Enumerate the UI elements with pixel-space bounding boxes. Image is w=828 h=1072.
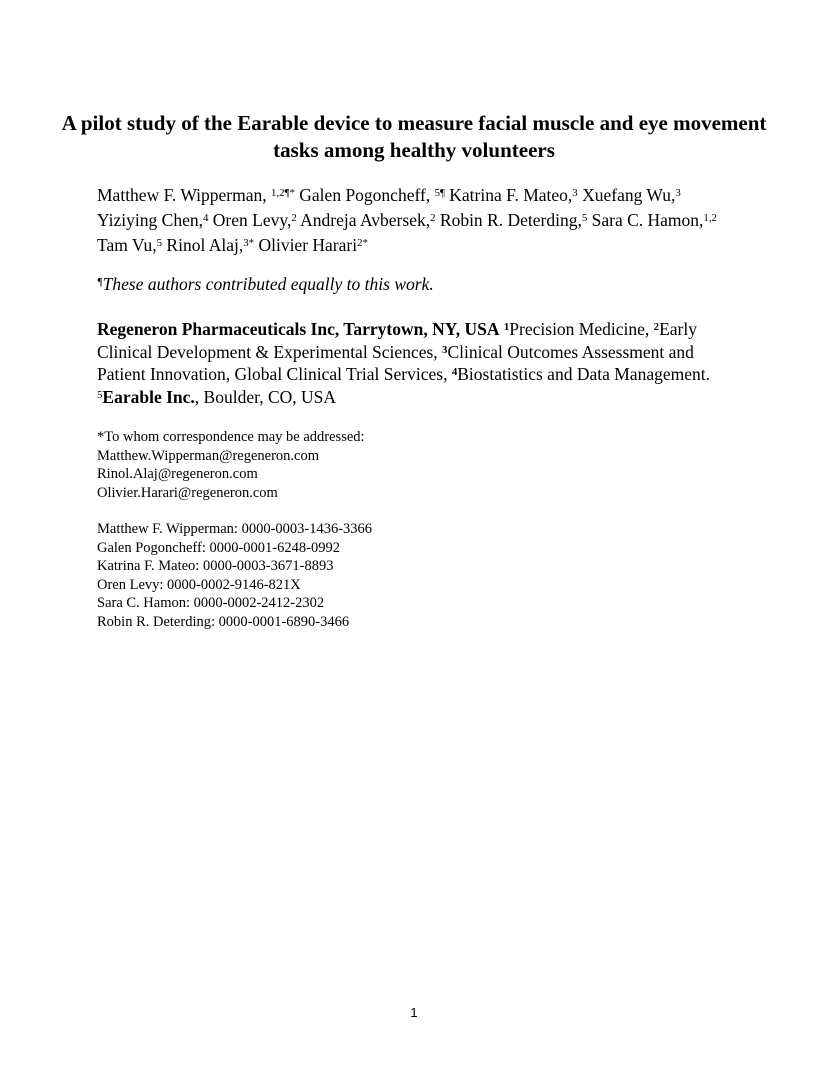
author: Xuefang Wu,$^3$ (582, 185, 681, 205)
equal-contribution-note: ¶These authors contributed equally to this work. (97, 274, 434, 294)
author: Matthew F. Wipperman, $^{1,2\P*}$ (97, 185, 295, 205)
author: Oren Levy,$^2$ (212, 210, 297, 230)
author-list (97, 183, 737, 258)
email-link[interactable]: Olivier.Harari@regeneron.com (97, 484, 278, 501)
author: Tam Vu,$^5$ (97, 235, 163, 255)
author: Yiziying Chen,$^4$ (97, 210, 209, 230)
correspondence-label: *To whom correspondence may be addressed: (97, 429, 365, 445)
orcid-list (97, 520, 372, 631)
author: Olivier Harari$^{2*}$ (258, 235, 368, 255)
author: Sara C. Hamon,$^{1,2}$ (591, 210, 717, 230)
email-link[interactable]: Matthew.Wipperman@regeneron.com (97, 447, 319, 464)
correspondence-block (97, 428, 365, 502)
affiliations: Regeneron Pharmaceuticals Inc, Tarrytown, NY, USA $^1$Precision Medicine, $^2$Early Clinical Development & Experimental Sciences, $^3$Clinical Outcomes Assessment and Patient Innovation, Global Clinical Trial Services, $^4$Biostatistics and Data Management. $^5$Earable Inc., Boulder, CO, USA (97, 319, 710, 407)
paper-title: A pilot study of the Earable device to measure facial muscle and eye movement tasks among healthy volunteers (61, 111, 767, 162)
orcid-entry: Galen Pogoncheff: 0000-0001-6248-0992 (97, 539, 340, 556)
author: Rinol Alaj,$^{3*}$ (166, 235, 255, 255)
orcid-entry: Sara C. Hamon: 0000-0002-2412-2302 (97, 595, 325, 611)
author: Katrina F. Mateo,$^3$ (449, 185, 578, 205)
orcid-entry: Oren Levy: 0000-0002-9146-821X (97, 576, 301, 593)
author: Galen Pogoncheff, $^{5\P}$ (299, 185, 445, 205)
email-link[interactable]: Rinol.Alaj@regeneron.com (97, 466, 258, 482)
orcid-entry: Katrina F. Mateo: 0000-0003-3671-8893 (97, 558, 334, 574)
author: Robin R. Deterding,$^5$ (439, 210, 588, 230)
author: Andreja Avbersek,$^2$ (300, 210, 436, 230)
page-number: 1 (410, 1005, 418, 1020)
orcid-entry: Matthew F. Wipperman: 0000-0003-1436-3366 (97, 521, 373, 537)
orcid-entry: Robin R. Deterding: 0000-0001-6890-3466 (97, 613, 350, 630)
